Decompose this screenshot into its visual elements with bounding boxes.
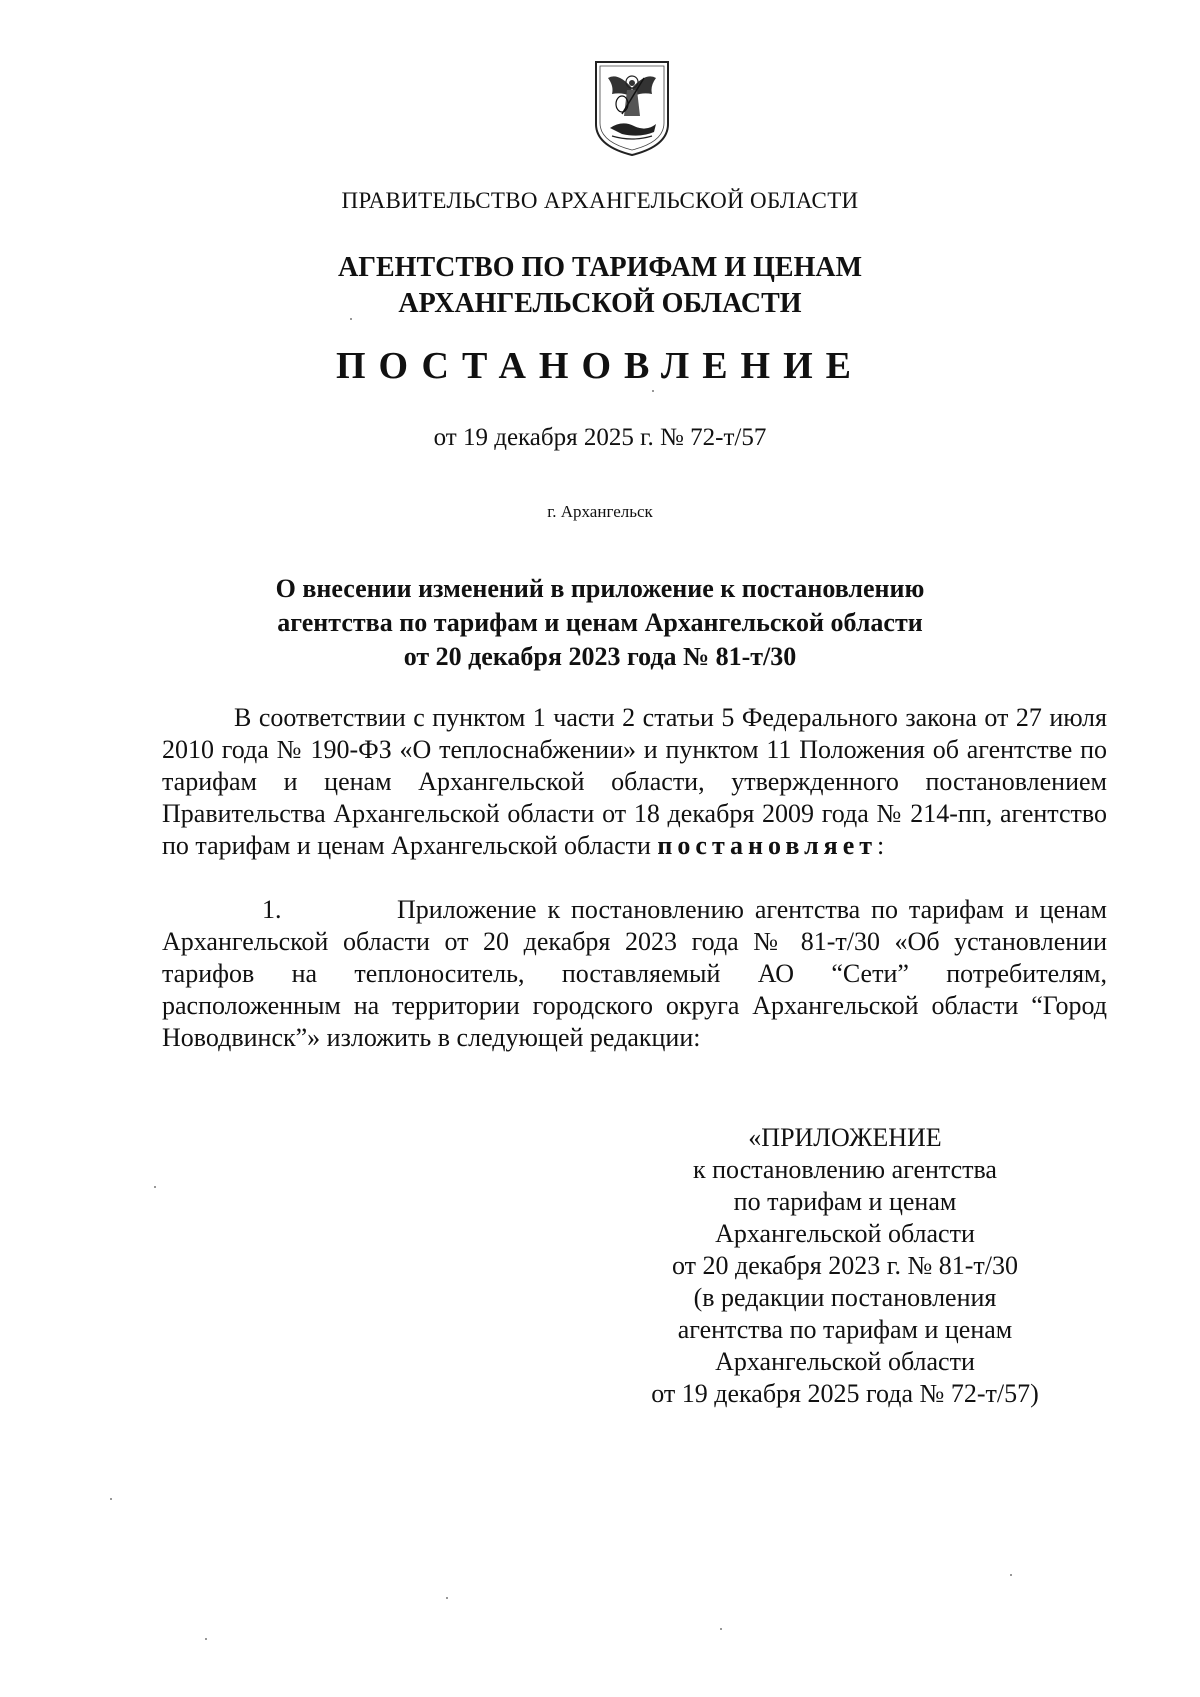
scan-speck <box>110 1498 112 1500</box>
document-subject <box>0 572 1200 674</box>
appendix-line: по тарифам и ценам <box>733 1187 957 1216</box>
appendix-line: от 19 декабря 2025 года № 72-т/57) <box>651 1379 1039 1408</box>
appendix-header <box>595 1122 1095 1410</box>
appendix-line: от 20 декабря 2023 г. № 81-т/30 <box>671 1251 1019 1280</box>
subject-line2: агентства по тарифам и ценам Архангельской области <box>277 608 923 637</box>
appendix-line: «ПРИЛОЖЕНИЕ <box>748 1123 942 1152</box>
appendix-line: (в редакции постановления <box>693 1283 997 1312</box>
appendix-line: Архангельской области <box>715 1347 975 1376</box>
subject-line3: от 20 декабря 2023 года № 81-т/30 <box>403 642 797 671</box>
decree-word: постановляет <box>657 831 878 860</box>
document-date-number: от 19 декабря 2025 г. № 72-т/57 <box>433 424 767 451</box>
subject-line1: О внесении изменений в приложение к постановлению <box>275 574 925 603</box>
agency-title <box>0 250 1200 322</box>
document-type-title: ПОСТАНОВЛЕНИЕ <box>335 345 865 387</box>
preamble-text: В соответствии с пунктом 1 части 2 статьи 5 Федерального закона от 27 июля 2010 года № 190-ФЗ «О теплоснабжении» и пунктом 11 Положения об агентстве по тарифам и ценам Архангельской области, утвержденного постановлением Правительства Архангельской области от 18 декабря 2009 года № 214-пп, агентство по тарифам и ценам Архангельской области <box>162 703 1107 860</box>
document-city: г. Архангельск <box>547 502 653 521</box>
scan-speck <box>652 390 654 392</box>
scan-speck <box>1010 1574 1012 1576</box>
item-1-text: Приложение к постановлению агентства по тарифам и ценам Архангельской области от 20 декабря 2023 года № 81-т/30 «Об установлении тарифов на теплоноситель, поставляемый АО “Сети” потребителям, расположенным на территории городского округа Архангельской области “Город Новодвинск”» изложить в следующей редакции: <box>162 895 1107 1052</box>
government-title: ПРАВИТЕЛЬСТВО АРХАНГЕЛЬСКОЙ ОБЛАСТИ <box>341 188 859 213</box>
scan-speck <box>446 1597 448 1599</box>
preamble-colon: : <box>877 831 885 860</box>
preamble-paragraph <box>162 702 1107 862</box>
appendix-line: Архангельской области <box>715 1219 975 1248</box>
coat-of-arms-icon <box>592 58 672 158</box>
scan-speck <box>350 318 352 320</box>
item-1-paragraph <box>162 894 1107 1054</box>
agency-title-line2: АРХАНГЕЛЬСКОЙ ОБЛАСТИ <box>398 288 802 319</box>
scan-speck <box>154 1186 156 1188</box>
appendix-line: к постановлению агентства <box>693 1155 997 1184</box>
scan-speck <box>720 1628 722 1630</box>
agency-title-line1: АГЕНТСТВО ПО ТАРИФАМ И ЦЕНАМ <box>337 252 863 283</box>
appendix-line: агентства по тарифам и ценам <box>677 1315 1013 1344</box>
scan-speck <box>205 1638 207 1640</box>
item-1-number: 1. <box>262 895 282 924</box>
